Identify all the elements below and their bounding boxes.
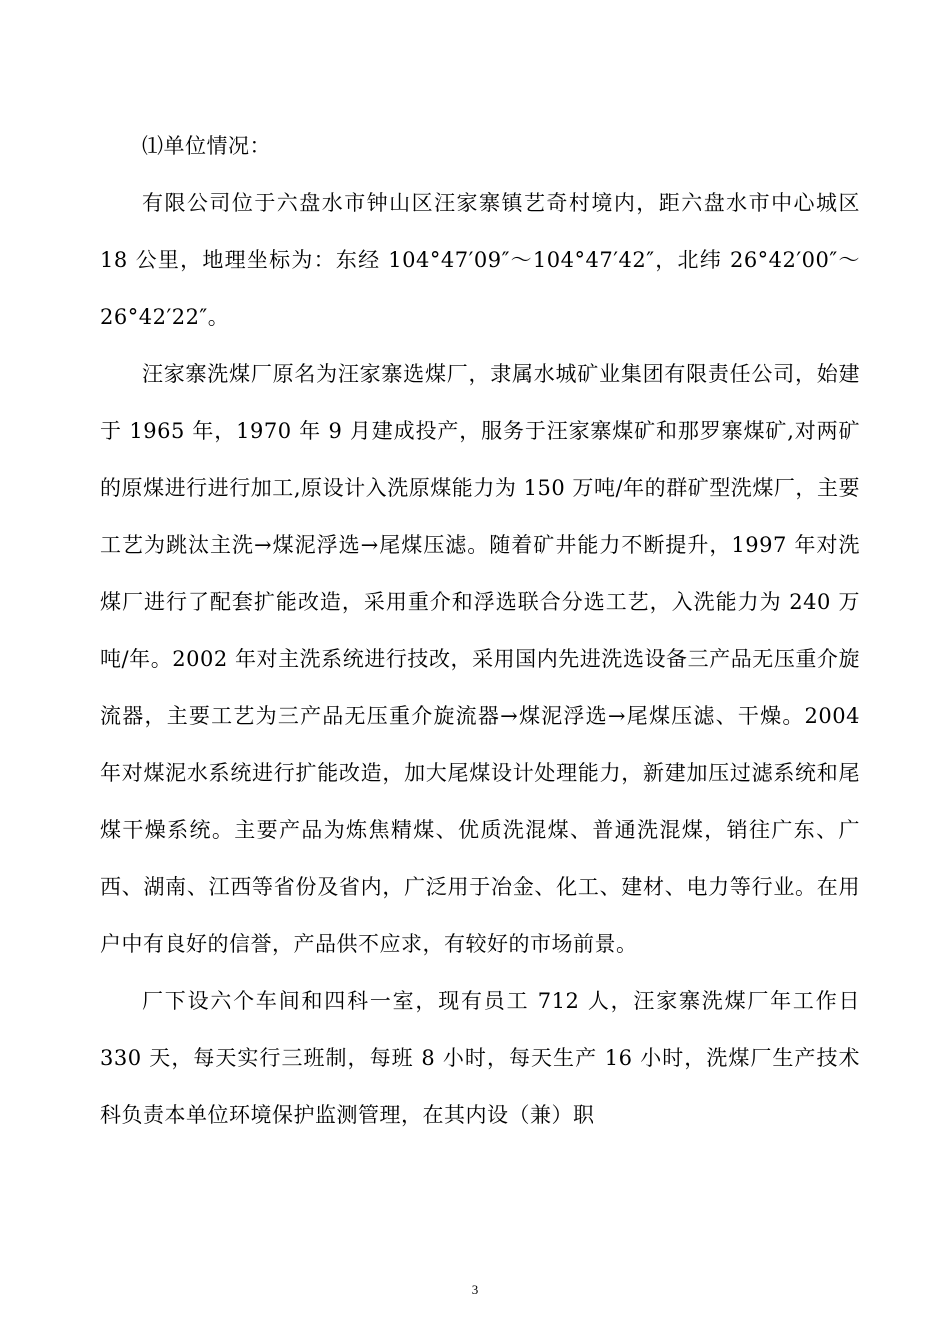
paragraph-location: 有限公司位于六盘水市钟山区汪家寨镇艺奇村境内，距六盘水市中心城区 18 公里，地理坐标为：东经 104°47′09″～104°47′42″，北纬 26°42′00″～26°42′22″。 — [100, 191, 860, 329]
document-body — [100, 118, 860, 1144]
paragraph-staff: 厂下设六个车间和四科一室，现有员工 712 人，汪家寨洗煤厂年工作日 330 天，每天实行三班制，每班 8 小时，每天生产 16 小时，洗煤厂生产技术科负责本单位环境保护监测管理，在其内设（兼）职 — [100, 989, 860, 1127]
paragraph-history: 汪家寨洗煤厂原名为汪家寨选煤厂，隶属水城矿业集团有限责任公司，始建于 1965 年，1970 年 9 月建成投产，服务于汪家寨煤矿和那罗寨煤矿,对两矿的原煤进行进行加工,原设计入洗原煤能力为 150 万吨/年的群矿型洗煤厂，主要工艺为跳汰主洗→煤泥浮选→尾煤压滤。随着矿井能力不断提升，1997 年对洗煤厂进行了配套扩能改造，采用重介和浮选联合分选工艺，入洗能力为 240 万吨/年。2002 年对主洗系统进行技改，采用国内先进洗选设备三产品无压重介旋流器，主要工艺为三产品无压重介旋流器→煤泥浮选→尾煤压滤、干燥。2004 年对煤泥水系统进行扩能改造，加大尾煤设计处理能力，新建加压过滤系统和尾煤干燥系统。主要产品为炼焦精煤、优质洗混煤、普通洗混煤，销往广东、广西、湖南、江西等省份及省内，广泛用于冶金、化工、建材、电力等行业。在用户中有良好的信誉，产品供不应求，有较好的市场前景。 — [100, 362, 860, 956]
page-number: 3 — [471, 1282, 479, 1297]
section-heading: ⑴单位情况： — [142, 134, 271, 158]
